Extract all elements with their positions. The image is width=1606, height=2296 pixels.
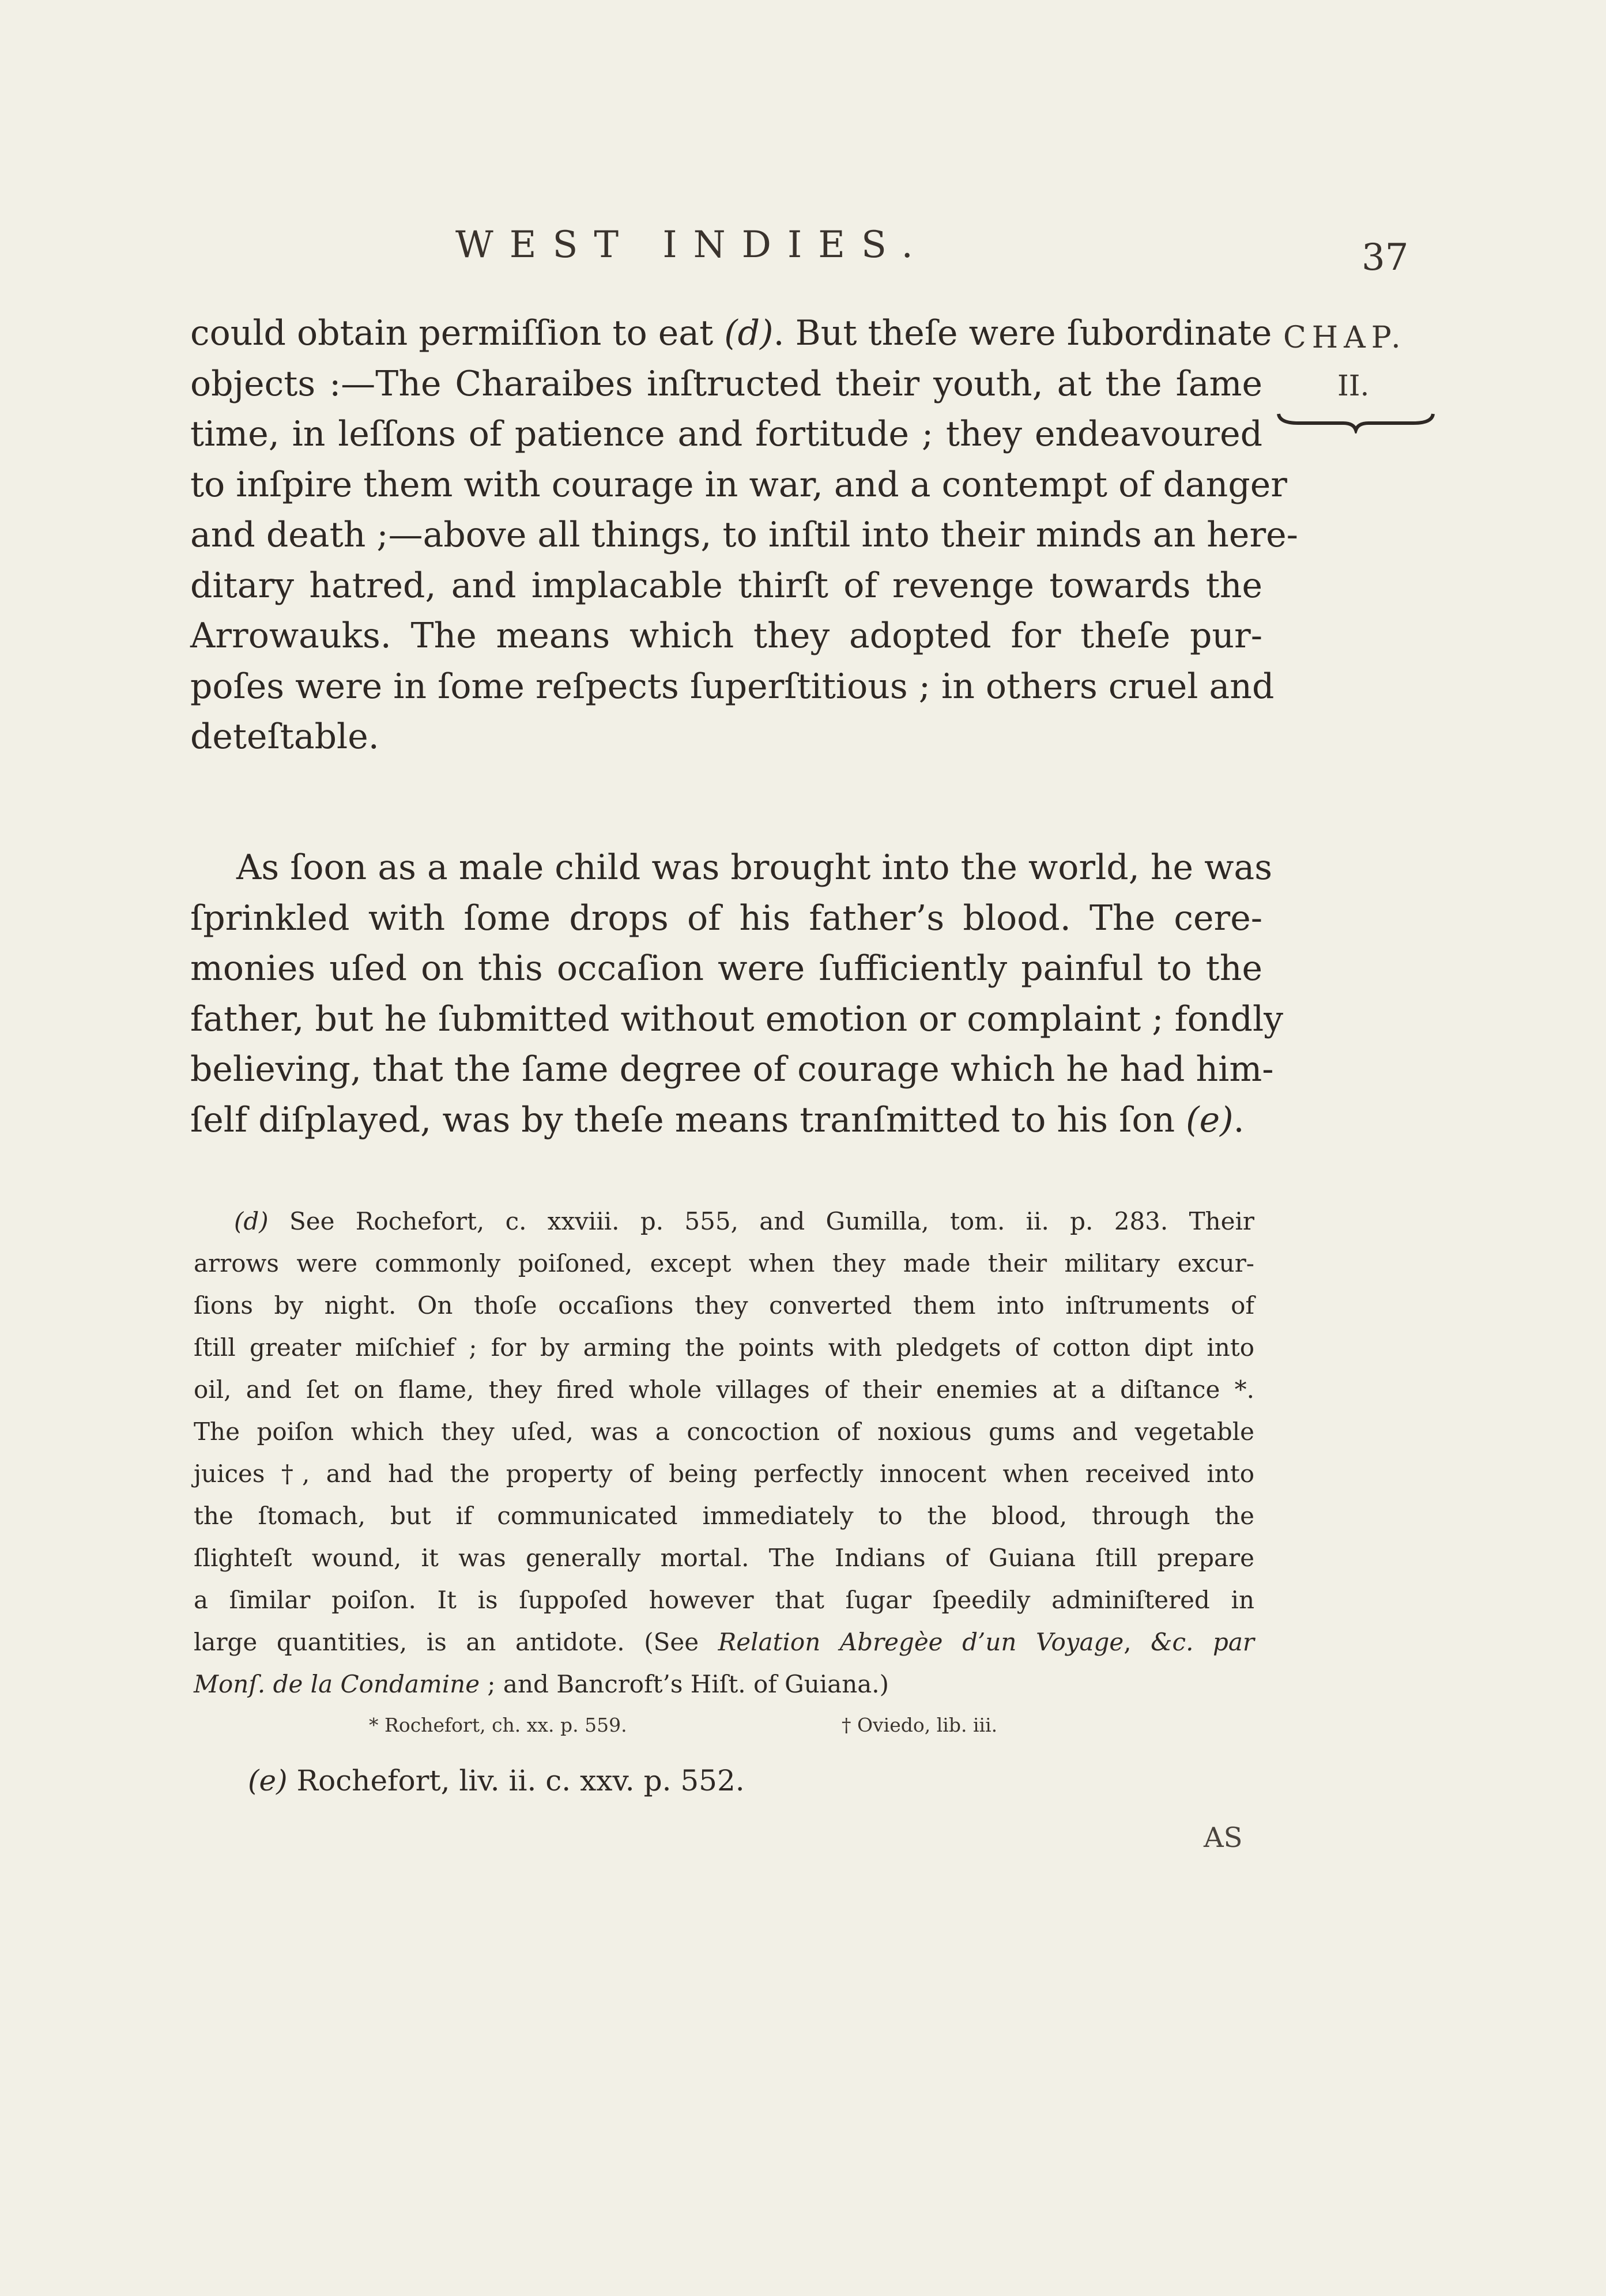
chapter-brace-ornament xyxy=(1275,410,1437,433)
paragraph-2 xyxy=(190,843,1284,1145)
text-line: the ſtomach, but if communicated immediately to the blood, through the xyxy=(194,1502,1254,1530)
text-line: ſlighteſt wound, it was generally mortal. The Indians of Guiana ſtill prepare xyxy=(194,1544,1254,1572)
text-line: believing, that the ſame degree of courage which he had him- xyxy=(190,1049,1274,1089)
margin-chapter-number: II. xyxy=(1337,369,1370,402)
text-line: time, in leſſons of patience and fortitude ; they endeavoured xyxy=(190,414,1262,454)
text-line: ditary hatred, and implacable thirſt of revenge towards the xyxy=(190,565,1262,606)
text-line: to inſpire them with courage in war, and a contempt of danger xyxy=(190,464,1287,505)
text-line: ſelf diſplayed, was by theſe means tranſmitted to his ſon (e). xyxy=(190,1099,1245,1140)
text-line: could obtain permiſſion to eat (d). But theſe were ſubordinate xyxy=(190,313,1272,353)
sub-note-star: * Rochefort, ch. xx. p. 559. xyxy=(369,1714,627,1736)
running-head: WEST INDIES. xyxy=(455,224,929,266)
footnote-e: (e) Rochefort, liv. ii. c. xxv. p. 552. xyxy=(248,1764,745,1797)
paragraph-1 xyxy=(190,308,1298,763)
text-line: ſprinkled with ſome drops of his father’s blood. The cere- xyxy=(190,898,1262,938)
page-number: 37 xyxy=(1362,236,1409,279)
text-line: oil, and ſet on flame, they fired whole villages of their enemies at a diſtance *. xyxy=(194,1375,1254,1404)
text-line: Monſ. de la Condamine ; and Bancroft’s Hiſt. of Guiana.) xyxy=(194,1670,889,1698)
text-line: ſtill greater miſchief ; for by arming the points with pledgets of cotton dipt into xyxy=(194,1333,1254,1362)
text-line: (d) See Rochefort, c. xxviii. p. 555, and Gumilla, tom. ii. p. 283. Their xyxy=(234,1207,1254,1235)
text-line: a ſimilar poiſon. It is ſuppoſed however that ſugar ſpeedily adminiſtered in xyxy=(194,1586,1254,1614)
text-line: arrows were commonly poiſoned, except when they made their military excur- xyxy=(194,1249,1254,1277)
text-line: and death ;—above all things, to inſtil into their minds an here- xyxy=(190,515,1298,555)
footnote-d xyxy=(194,1200,1254,1705)
text-line: poſes were in ſome reſpects ſuperſtitious ; in others cruel and xyxy=(190,666,1275,707)
text-line: father, but he ſubmitted without emotion or complaint ; fondly xyxy=(190,998,1284,1039)
sub-note-dagger: † Oviedo, lib. iii. xyxy=(842,1714,998,1736)
catchword: AS xyxy=(1204,1822,1243,1854)
margin-chapter-label: CHAP. xyxy=(1283,321,1407,355)
text-line: large quantities, is an antidote. (See Relation Abregèe d’un Voyage, &c. par xyxy=(194,1628,1254,1656)
text-line: Arrowauks. The means which they adopted for theſe pur- xyxy=(190,616,1262,656)
text-line: objects :—The Charaibes inſtructed their youth, at the ſame xyxy=(190,363,1262,404)
text-line: ſions by night. On thoſe occaſions they converted them into inſtruments of xyxy=(194,1291,1254,1319)
text-line: juices †, and had the property of being perfectly innocent when received into xyxy=(194,1460,1254,1488)
text-line: As ſoon as a male child was brought into the world, he was xyxy=(236,847,1272,888)
text-line: monies uſed on this occaſion were ſufficiently painful to the xyxy=(190,948,1262,989)
text-line: The poiſon which they uſed, was a concoction of noxious gums and vegetable xyxy=(194,1417,1254,1446)
text-line: deteſtable. xyxy=(190,717,379,757)
